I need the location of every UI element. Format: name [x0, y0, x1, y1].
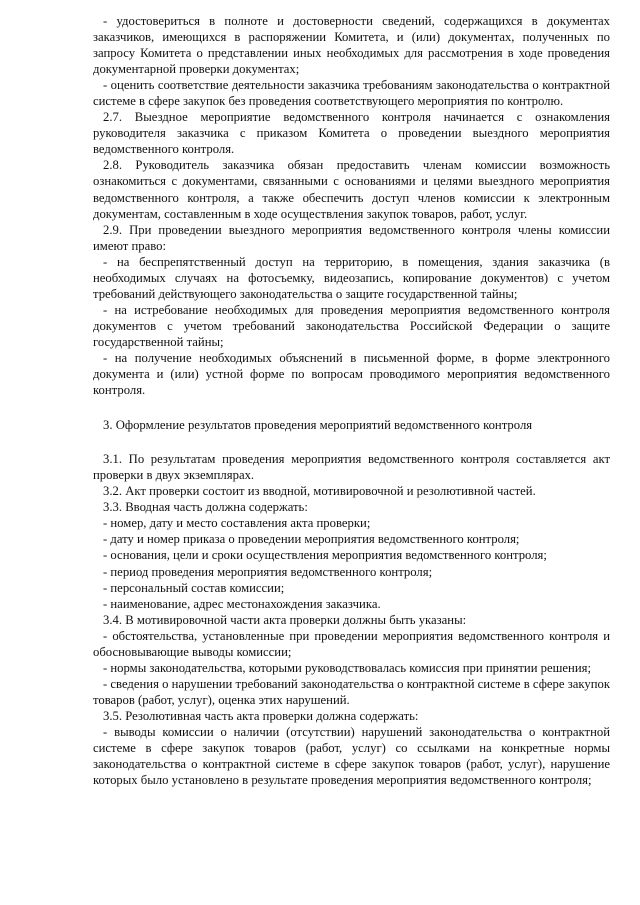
- paragraph: - сведения о нарушении требований законодательства о контрактной системе в сфере закупок товаров (работ, услуг), оценка этих нарушений.: [93, 676, 610, 707]
- section-heading: 3. Оформление результатов проведения мероприятий ведомственного контроля: [103, 418, 533, 433]
- paragraph: - дату и номер приказа о проведении мероприятия ведомственного контроля;: [103, 532, 520, 547]
- document-text-block-lower: [93, 451, 610, 788]
- paragraph: - на истребование необходимых для проведения мероприятия ведомственного контроля документов с учетом требований законодательства Российской Федерации о защите государственной тайны;: [93, 302, 610, 349]
- paragraph: - нормы законодательства, которыми руководствовалась комиссия при принятии решения;: [103, 660, 591, 675]
- paragraph: - обстоятельства, установленные при проведении мероприятия ведомственного контроля и обосновывающие выводы комиссии;: [93, 628, 610, 659]
- paragraph: - наименование, адрес местонахождения заказчика.: [103, 596, 381, 611]
- paragraph: - номер, дату и место составления акта проверки;: [103, 516, 371, 531]
- paragraph: - выводы комиссии о наличии (отсутствии) нарушений законодательства о контрактной системе в сфере закупок товаров (работ, услуг) со ссылками на конкретные нормы законодательства о контрактной системе в сфере закупок товаров (работ, услуг), нарушение которых было установлено в результате проведения мероприятия ведомственного контроля;: [93, 724, 610, 788]
- paragraph: 3.1. По результатам проведения мероприятия ведомственного контроля составляется акт проверки в двух экземплярах.: [93, 452, 610, 483]
- paragraph: 3.2. Акт проверки состоит из вводной, мотивировочной и резолютивной частей.: [103, 484, 536, 499]
- paragraph: - период проведения мероприятия ведомственного контроля;: [103, 564, 433, 579]
- document-text-block-upper: [93, 13, 610, 398]
- paragraph: - на получение необходимых объяснений в письменной форме, в форме электронного документа и (или) устной форме по вопросам проводимого мероприятия ведомственного контроля.: [93, 350, 610, 398]
- paragraph: 2.9. При проведении выездного мероприятия ведомственного контроля члены комиссии имеют право:: [93, 222, 610, 253]
- paragraph: 2.8. Руководитель заказчика обязан предоставить членам комиссии возможность ознакомиться с документами, связанными с основаниями и целями выездного мероприятия ведомственного контроля, а также обеспечить доступ членов комиссии к электронным документам, составленным в ходе осуществления закупок товаров, работ, услуг.: [93, 158, 610, 221]
- paragraph: - удостовериться в полноте и достоверности сведений, содержащихся в документах заказчиков, имеющихся в распоряжении Комитета, и (или) документах, полученных по запросу Комитета о представлении иных необходимых для рассмотрения в ходе проведения документарной проверки документах;: [93, 14, 610, 77]
- paragraph: - оценить соответствие деятельности заказчика требованиям законодательства о контрактной системе в сфере закупок без проведения соответствующего мероприятия по контролю.: [93, 78, 610, 109]
- paragraph: - персональный состав комиссии;: [103, 580, 285, 595]
- paragraph: - основания, цели и сроки осуществления мероприятия ведомственного контроля;: [103, 548, 547, 563]
- paragraph: 3.3. Вводная часть должна содержать:: [103, 500, 308, 515]
- paragraph: 2.7. Выездное мероприятие ведомственного контроля начинается с ознакомления руководителя заказчика с приказом Комитета о проведении выездного мероприятия ведомственного контроля.: [93, 110, 610, 157]
- paragraph: 3.4. В мотивировочной части акта проверки должны быть указаны:: [103, 612, 467, 627]
- paragraph: - на беспрепятственный доступ на территорию, в помещения, здания заказчика (в необходимых случаях на фотосъемку, видеозапись, копирование документов) с учетом требований действующего законодательства о защите государственной тайны;: [93, 254, 610, 301]
- paragraph: 3.5. Резолютивная часть акта проверки должна содержать:: [103, 708, 419, 723]
